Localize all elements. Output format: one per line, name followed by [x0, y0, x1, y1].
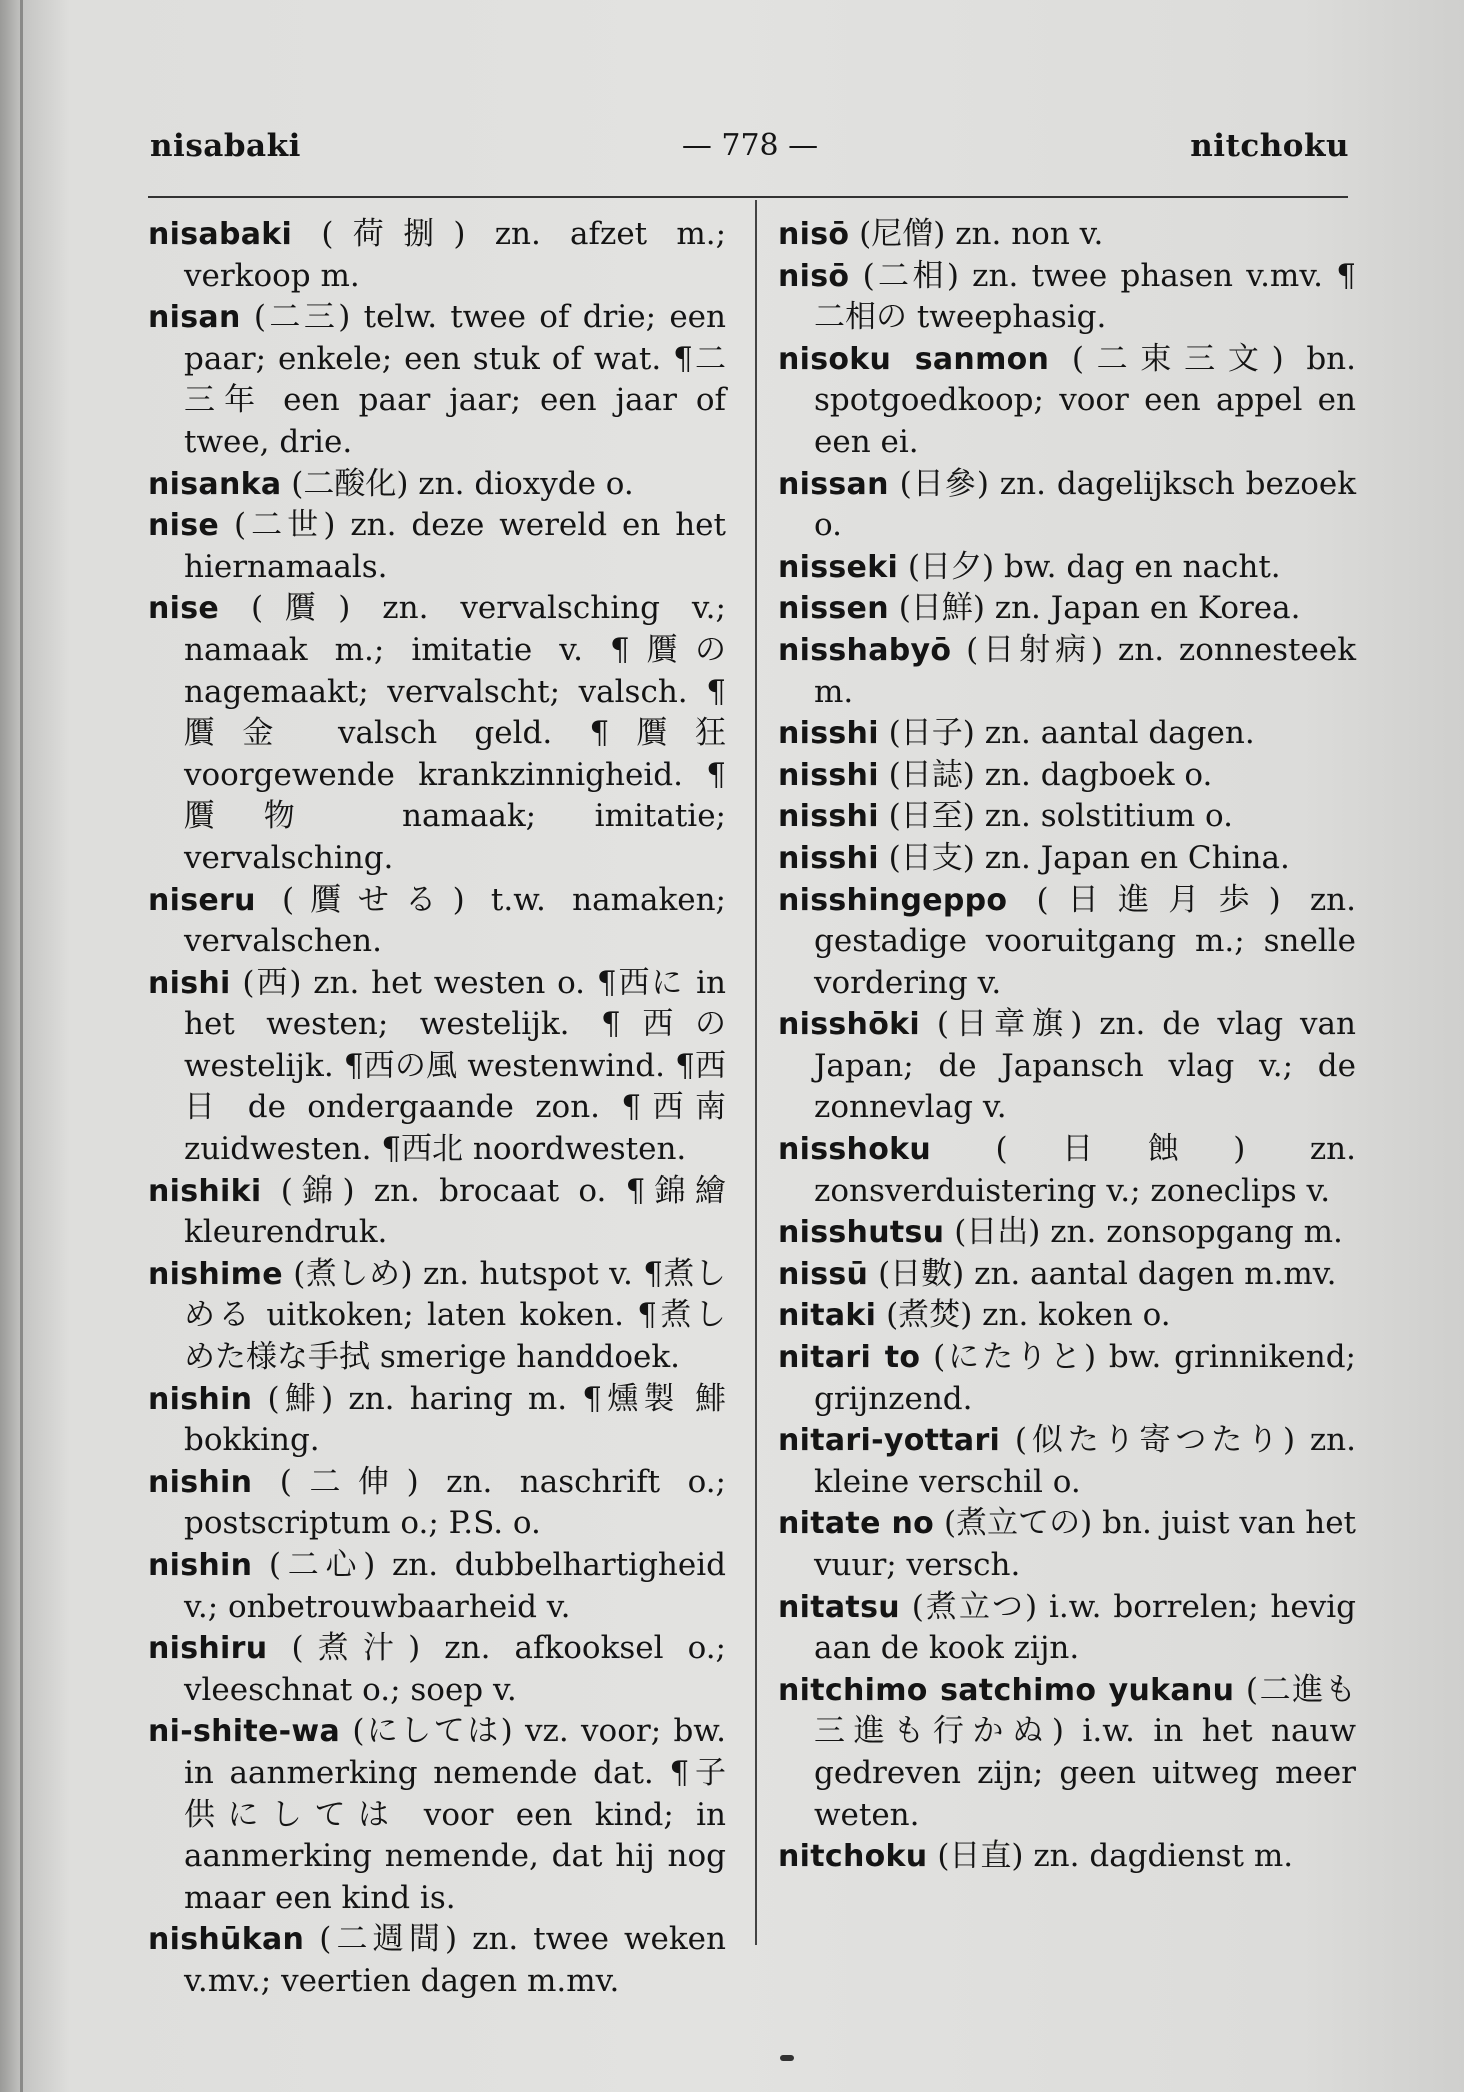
entry-definition: (荷捌) zn. afzet m.; verkoop m. — [184, 216, 727, 294]
page-number: — 778 — — [681, 128, 819, 163]
dictionary-entry — [148, 1711, 726, 1919]
entry-headword: nisshi — [778, 799, 879, 835]
entry-headword: nitari to — [778, 1340, 921, 1376]
entry-headword: nishin — [148, 1381, 253, 1417]
entry-headword: nishūkan — [148, 1922, 305, 1958]
entry-definition: (煮立ての) bn. juist van het vuur; versch. — [814, 1505, 1357, 1583]
dictionary-entry — [778, 1295, 1356, 1337]
entry-headword: nishiki — [148, 1173, 262, 1209]
dictionary-entry — [148, 214, 726, 297]
entry-definition: (二相) zn. twee phasen v.mv. ¶二相の tweephasig. — [814, 257, 1356, 336]
dictionary-entry — [778, 796, 1356, 838]
entry-headword: nissen — [778, 591, 889, 627]
right-guide-word: nitchoku — [1190, 128, 1349, 164]
entry-headword: nisanka — [148, 466, 282, 502]
dictionary-entry — [778, 256, 1356, 339]
entry-definition: (にたりと) bw. grinnikend; grijnzend. — [814, 1339, 1356, 1417]
dictionary-entry — [778, 880, 1356, 1005]
entry-headword: nisshutsu — [778, 1215, 945, 1251]
entry-headword: niseru — [148, 882, 256, 918]
dictionary-entry — [148, 963, 726, 1171]
dictionary-entry — [778, 1670, 1356, 1836]
dictionary-entry — [148, 1462, 726, 1545]
dictionary-entry — [148, 1919, 726, 2002]
entry-headword: nise — [148, 591, 220, 627]
entry-definition: (日射病) zn. zonnesteek m. — [814, 631, 1356, 710]
entry-headword: nisan — [148, 300, 241, 336]
entry-headword: nishi — [148, 965, 231, 1001]
entry-headword: nishime — [148, 1256, 283, 1292]
entry-definition: (日參) zn. dagelijksch bezoek o. — [814, 465, 1356, 544]
dictionary-entry — [778, 214, 1356, 256]
entry-headword: nitchimo satchimo yukanu — [778, 1672, 1235, 1708]
entry-definition: (日直) zn. dagdienst m. — [937, 1838, 1294, 1875]
entry-headword: nisshi — [778, 840, 879, 876]
dictionary-entry — [778, 1420, 1356, 1503]
entry-definition: (二心) zn. dubbelhartigheid v.; onbetrouwbaarheid v. — [184, 1547, 727, 1625]
entry-definition: (二進も三進も行かぬ) i.w. in het nauw gedreven zijn; geen uitweg meer weten. — [814, 1671, 1356, 1833]
entry-definition: (日鮮) zn. Japan en Korea. — [898, 590, 1301, 627]
entry-definition: (煮焚) zn. koken o. — [886, 1297, 1171, 1334]
print-speck — [780, 2055, 794, 2061]
entry-definition: (鯡) zn. haring m. ¶燻製 鯡 bokking. — [184, 1380, 726, 1459]
entry-headword: nisō — [778, 217, 850, 252]
dictionary-entry — [778, 755, 1356, 797]
dictionary-entry — [778, 1337, 1356, 1420]
entry-headword: nitate no — [778, 1506, 935, 1542]
entry-definition: (西) zn. het westen o. ¶西に in het westen; westelijk. ¶西の westelijk. ¶西の風 westenwind. ¶西日 de ondergaande zon. ¶西南 zuidwesten. ¶西北 noordwesten. — [184, 964, 726, 1168]
entry-headword: nisshi — [778, 757, 879, 793]
entry-definition: (煮しめ) zn. hutspot v. ¶煮しめる uitkoken; laten koken. ¶煮しめた様な手拭 smerige handdoek. — [184, 1255, 726, 1376]
dictionary-entry — [148, 297, 726, 463]
entry-definition: (日出) zn. zonsopgang m. — [954, 1214, 1343, 1251]
dictionary-entry — [148, 505, 726, 588]
entry-headword: nisshabyō — [778, 632, 952, 668]
entry-definition: (日誌) zn. dagboek o. — [888, 756, 1213, 793]
entry-definition: (日子) zn. aantal dagen. — [888, 715, 1255, 752]
entry-headword: ni-shite-wa — [148, 1714, 340, 1750]
entry-headword: nissan — [778, 466, 889, 502]
entry-headword: nisoku sanmon — [778, 341, 1050, 377]
entry-definition: (尼僧) zn. non v. — [859, 216, 1104, 252]
entry-headword: nissū — [778, 1256, 869, 1292]
dictionary-entry — [148, 1628, 726, 1711]
dictionary-entry — [778, 630, 1356, 713]
entry-definition: (錦) zn. brocaat o. ¶錦繪 kleurendruk. — [184, 1172, 726, 1251]
entry-definition: (二週間) zn. twee weken v.mv.; veertien dagen m.mv. — [184, 1921, 726, 1999]
column-divider — [755, 200, 757, 1945]
dictionary-entry — [148, 588, 726, 879]
dictionary-entry — [778, 838, 1356, 880]
entry-headword: nitchoku — [778, 1839, 928, 1875]
entry-definition: (煮汁) zn. afkooksel o.; vleeschnat o.; soep v. — [184, 1630, 726, 1708]
entry-headword: nisabaki — [148, 217, 293, 252]
dictionary-entry — [778, 588, 1356, 630]
entry-definition: (にしては) vz. voor; bw. in aanmerking nemende dat. ¶子供にしては voor een kind; in aanmerking nemende, dat hij nog maar een kind is. — [184, 1713, 727, 1916]
entry-headword: nishin — [148, 1548, 253, 1583]
dictionary-entry — [148, 1545, 726, 1628]
entry-definition: (日蝕) zn. zonsverduistering v.; zoneclips v. — [814, 1131, 1356, 1209]
entry-headword: nitatsu — [778, 1589, 900, 1625]
dictionary-entry — [778, 464, 1356, 547]
left-guide-word: nisabaki — [150, 128, 301, 164]
left-column — [148, 214, 726, 2003]
dictionary-entry — [148, 1379, 726, 1462]
dictionary-entry — [778, 1129, 1356, 1212]
entry-definition: (日支) zn. Japan en China. — [888, 839, 1290, 876]
header-rule — [148, 196, 1348, 198]
dictionary-entry — [148, 880, 726, 963]
dictionary-entry — [778, 1587, 1356, 1670]
dictionary-entry — [148, 464, 726, 506]
entry-headword: nitaki — [778, 1298, 877, 1334]
dictionary-entry — [148, 1171, 726, 1254]
entry-definition: (煮立つ) i.w. borrelen; hevig aan de kook zijn. — [814, 1588, 1356, 1667]
right-column — [778, 214, 1356, 1878]
entry-definition: (日至) zn. solstitium o. — [888, 798, 1234, 835]
entry-definition: (贋) zn. vervalsching v.; namaak m.; imitatie v. ¶贋の nagemaakt; vervalscht; valsch. ¶贋金 valsch geld. ¶贋狂 voorgewende krankzinnigheid. ¶贋物 namaak; imitatie; vervalsching. — [184, 590, 726, 876]
entry-definition: (贋せる) t.w. namaken; vervalschen. — [184, 881, 726, 960]
dictionary-entry — [778, 1503, 1356, 1586]
entry-headword: nisseki — [778, 549, 899, 585]
entry-headword: nisshōki — [778, 1007, 920, 1043]
entry-headword: nise — [148, 508, 220, 544]
dictionary-entry — [778, 339, 1356, 464]
entry-definition: (日進月歩) zn. gestadige vooruitgang m.; snelle vordering v. — [814, 881, 1356, 1001]
entry-definition: (日章旗) zn. de vlag van Japan; de Japansch vlag v.; de zonnevlag v. — [814, 1006, 1356, 1126]
entry-definition: (日夕) bw. dag en nacht. — [907, 548, 1281, 585]
dictionary-entry — [778, 1836, 1356, 1878]
dictionary-entry — [778, 713, 1356, 755]
entry-headword: nishiru — [148, 1631, 268, 1667]
entry-definition: (二伸) zn. naschrift o.; postscriptum o.; P.S. o. — [184, 1463, 726, 1542]
dictionary-entry — [778, 1212, 1356, 1254]
entry-definition: (二束三文) bn. spotgoedkoop; voor een appel en een ei. — [814, 340, 1356, 460]
entry-headword: nisshoku — [778, 1132, 932, 1168]
entry-definition: (二酸化) zn. dioxyde o. — [291, 465, 634, 502]
page-spine-shadow — [20, 0, 23, 2092]
entry-headword: nisshi — [778, 716, 879, 752]
entry-definition: (似たり寄つたり) zn. kleine verschil o. — [814, 1422, 1356, 1500]
entry-headword: nishin — [148, 1464, 253, 1500]
dictionary-entry — [148, 1254, 726, 1379]
dictionary-entry — [778, 1254, 1356, 1296]
entry-headword: nisshingeppo — [778, 882, 1008, 918]
entry-headword: nitari-yottari — [778, 1423, 1001, 1459]
entry-headword: nisō — [778, 258, 850, 294]
entry-definition: (二世) zn. deze wereld en het hiernamaals. — [184, 507, 726, 585]
entry-definition: (日數) zn. aantal dagen m.mv. — [878, 1255, 1337, 1292]
entry-definition: (二三) telw. twee of drie; een paar; enkele; een stuk of wat. ¶二三年 een paar jaar; een jaar of twee, drie. — [184, 299, 726, 460]
dictionary-entry — [778, 547, 1356, 589]
dictionary-entry — [778, 1004, 1356, 1129]
